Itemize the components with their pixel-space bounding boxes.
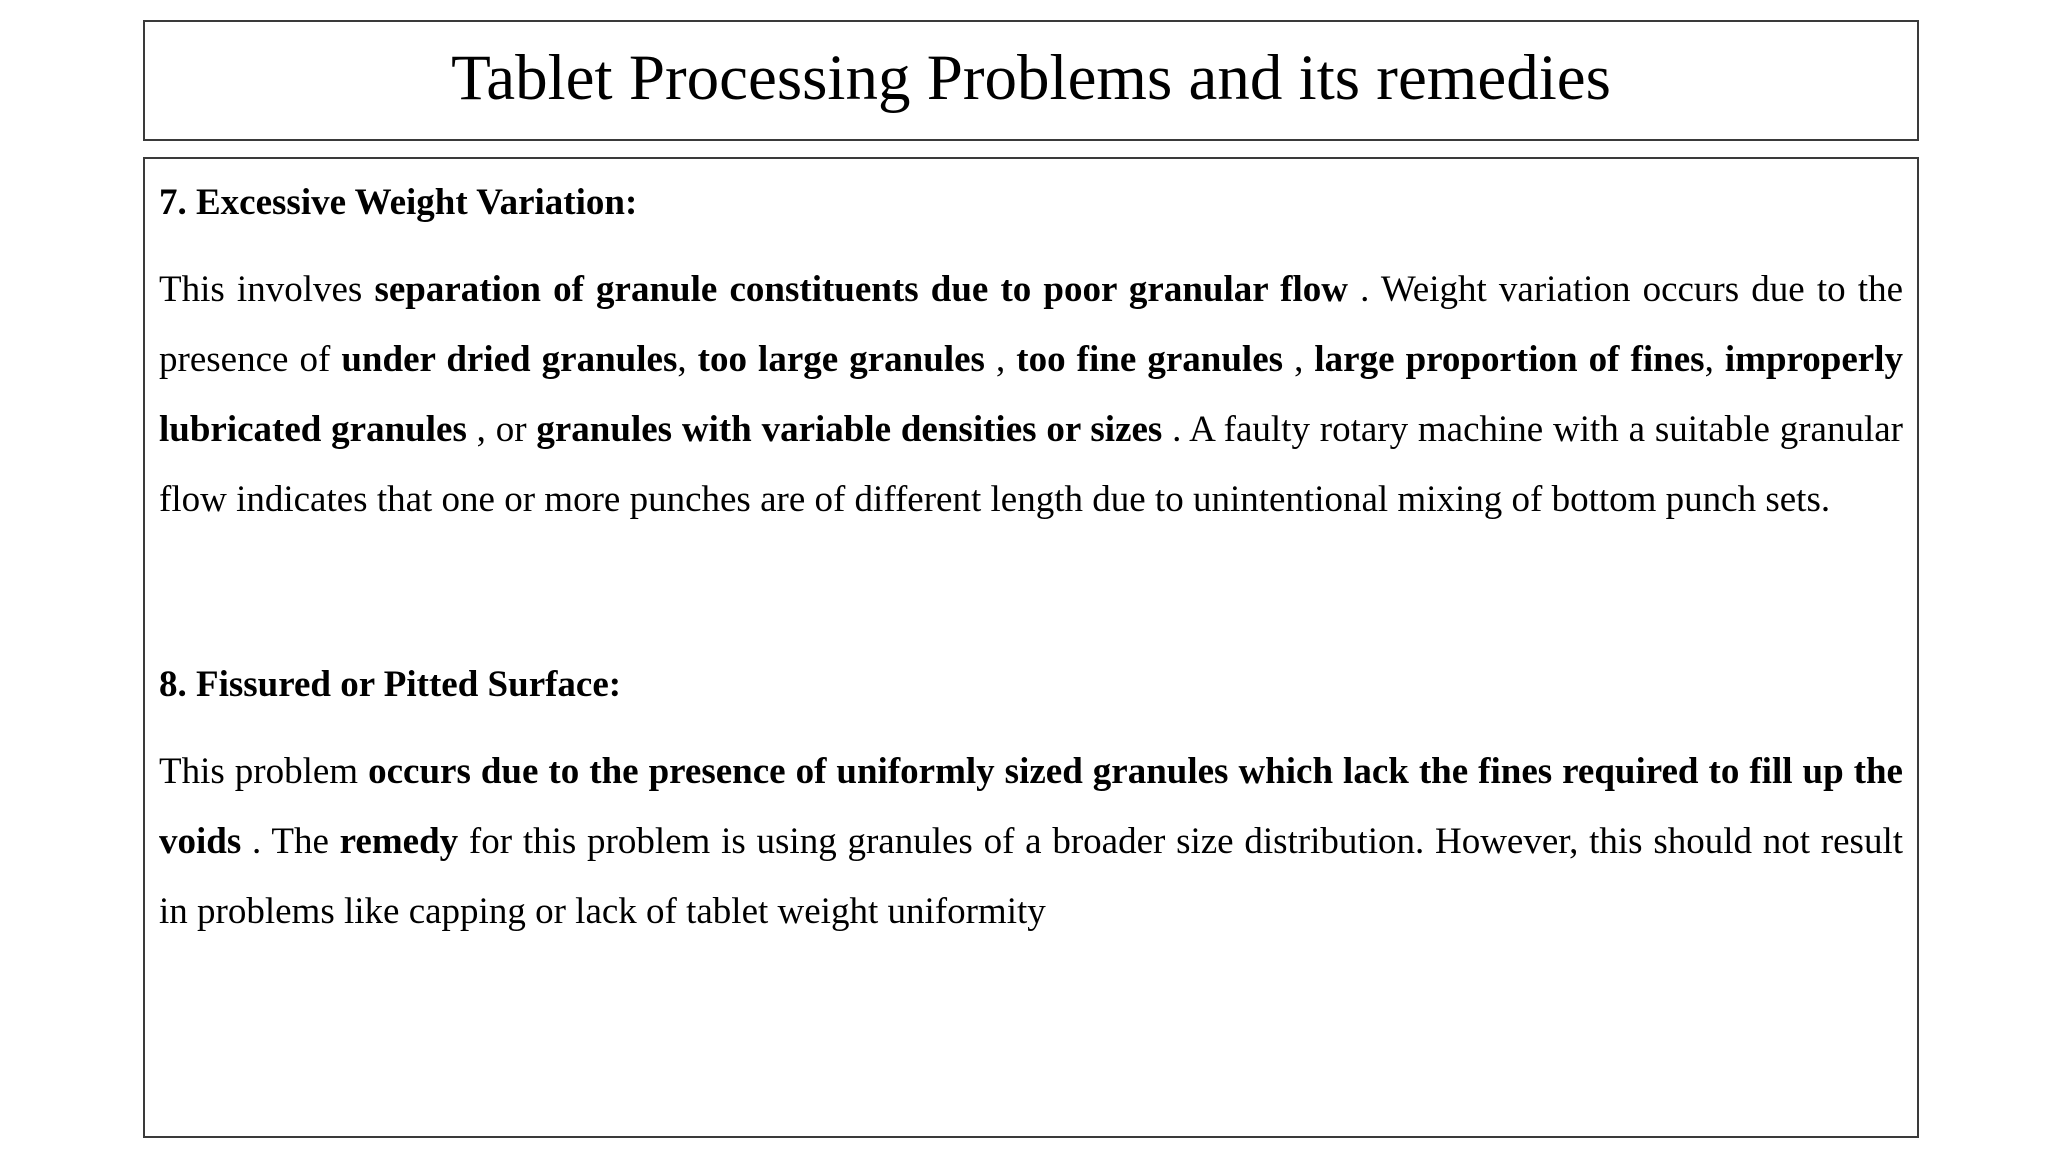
bold-text-run: large proportion of fines: [1314, 339, 1705, 380]
text-run: ,: [984, 339, 1017, 380]
text-run: This involves: [159, 269, 375, 310]
bold-text-run: separation of granule constituents due to poor granular flow: [374, 269, 1348, 310]
text-run: This problem: [159, 751, 369, 792]
text-run: for this problem is using granules of a broader size distribution. However, this should not result in problems like capping or lack of tablet weight uniformity: [159, 821, 1903, 932]
bold-text-run: improperly lubricated granules: [159, 339, 1904, 450]
section-excessive-weight-variation: [159, 179, 1903, 535]
bold-text-run: too fine granules: [1016, 339, 1284, 380]
text-run: . A faulty rotary machine with a suitable granular flow indicates that one or more punches are of different length due to unintentional mixing of bottom punch sets.: [159, 409, 1904, 520]
bold-text-run: too large granules: [697, 339, 985, 380]
section-fissured-or-pitted-surface: [159, 661, 1903, 947]
text-run: ,: [1283, 339, 1315, 380]
text-run: ,: [1704, 339, 1725, 380]
slide-content-box: [143, 157, 1919, 1138]
bold-text-run: under dried granules: [341, 339, 678, 380]
text-run: ,: [677, 339, 698, 380]
slide-title-box: [143, 20, 1919, 141]
slide-title: Tablet Processing Problems and its remedies: [451, 42, 1611, 114]
bold-text-run: remedy: [339, 821, 459, 862]
bold-text-run: granules with variable densities or sizes: [536, 409, 1163, 450]
text-run: , or: [466, 409, 537, 450]
section-paragraph: [159, 737, 1903, 947]
text-run: . The: [241, 821, 340, 862]
section-heading: 8. Fissured or Pitted Surface:: [159, 664, 622, 705]
section-heading: 7. Excessive Weight Variation:: [159, 182, 638, 223]
section-paragraph: [159, 255, 1903, 535]
section-spacer: [159, 535, 1903, 661]
text-run: . Weight variation occurs due to the presence of: [159, 269, 1903, 380]
bold-text-run: occurs due to the presence of uniformly sized granules which lack the fines required to fill up the voids: [159, 751, 1903, 862]
